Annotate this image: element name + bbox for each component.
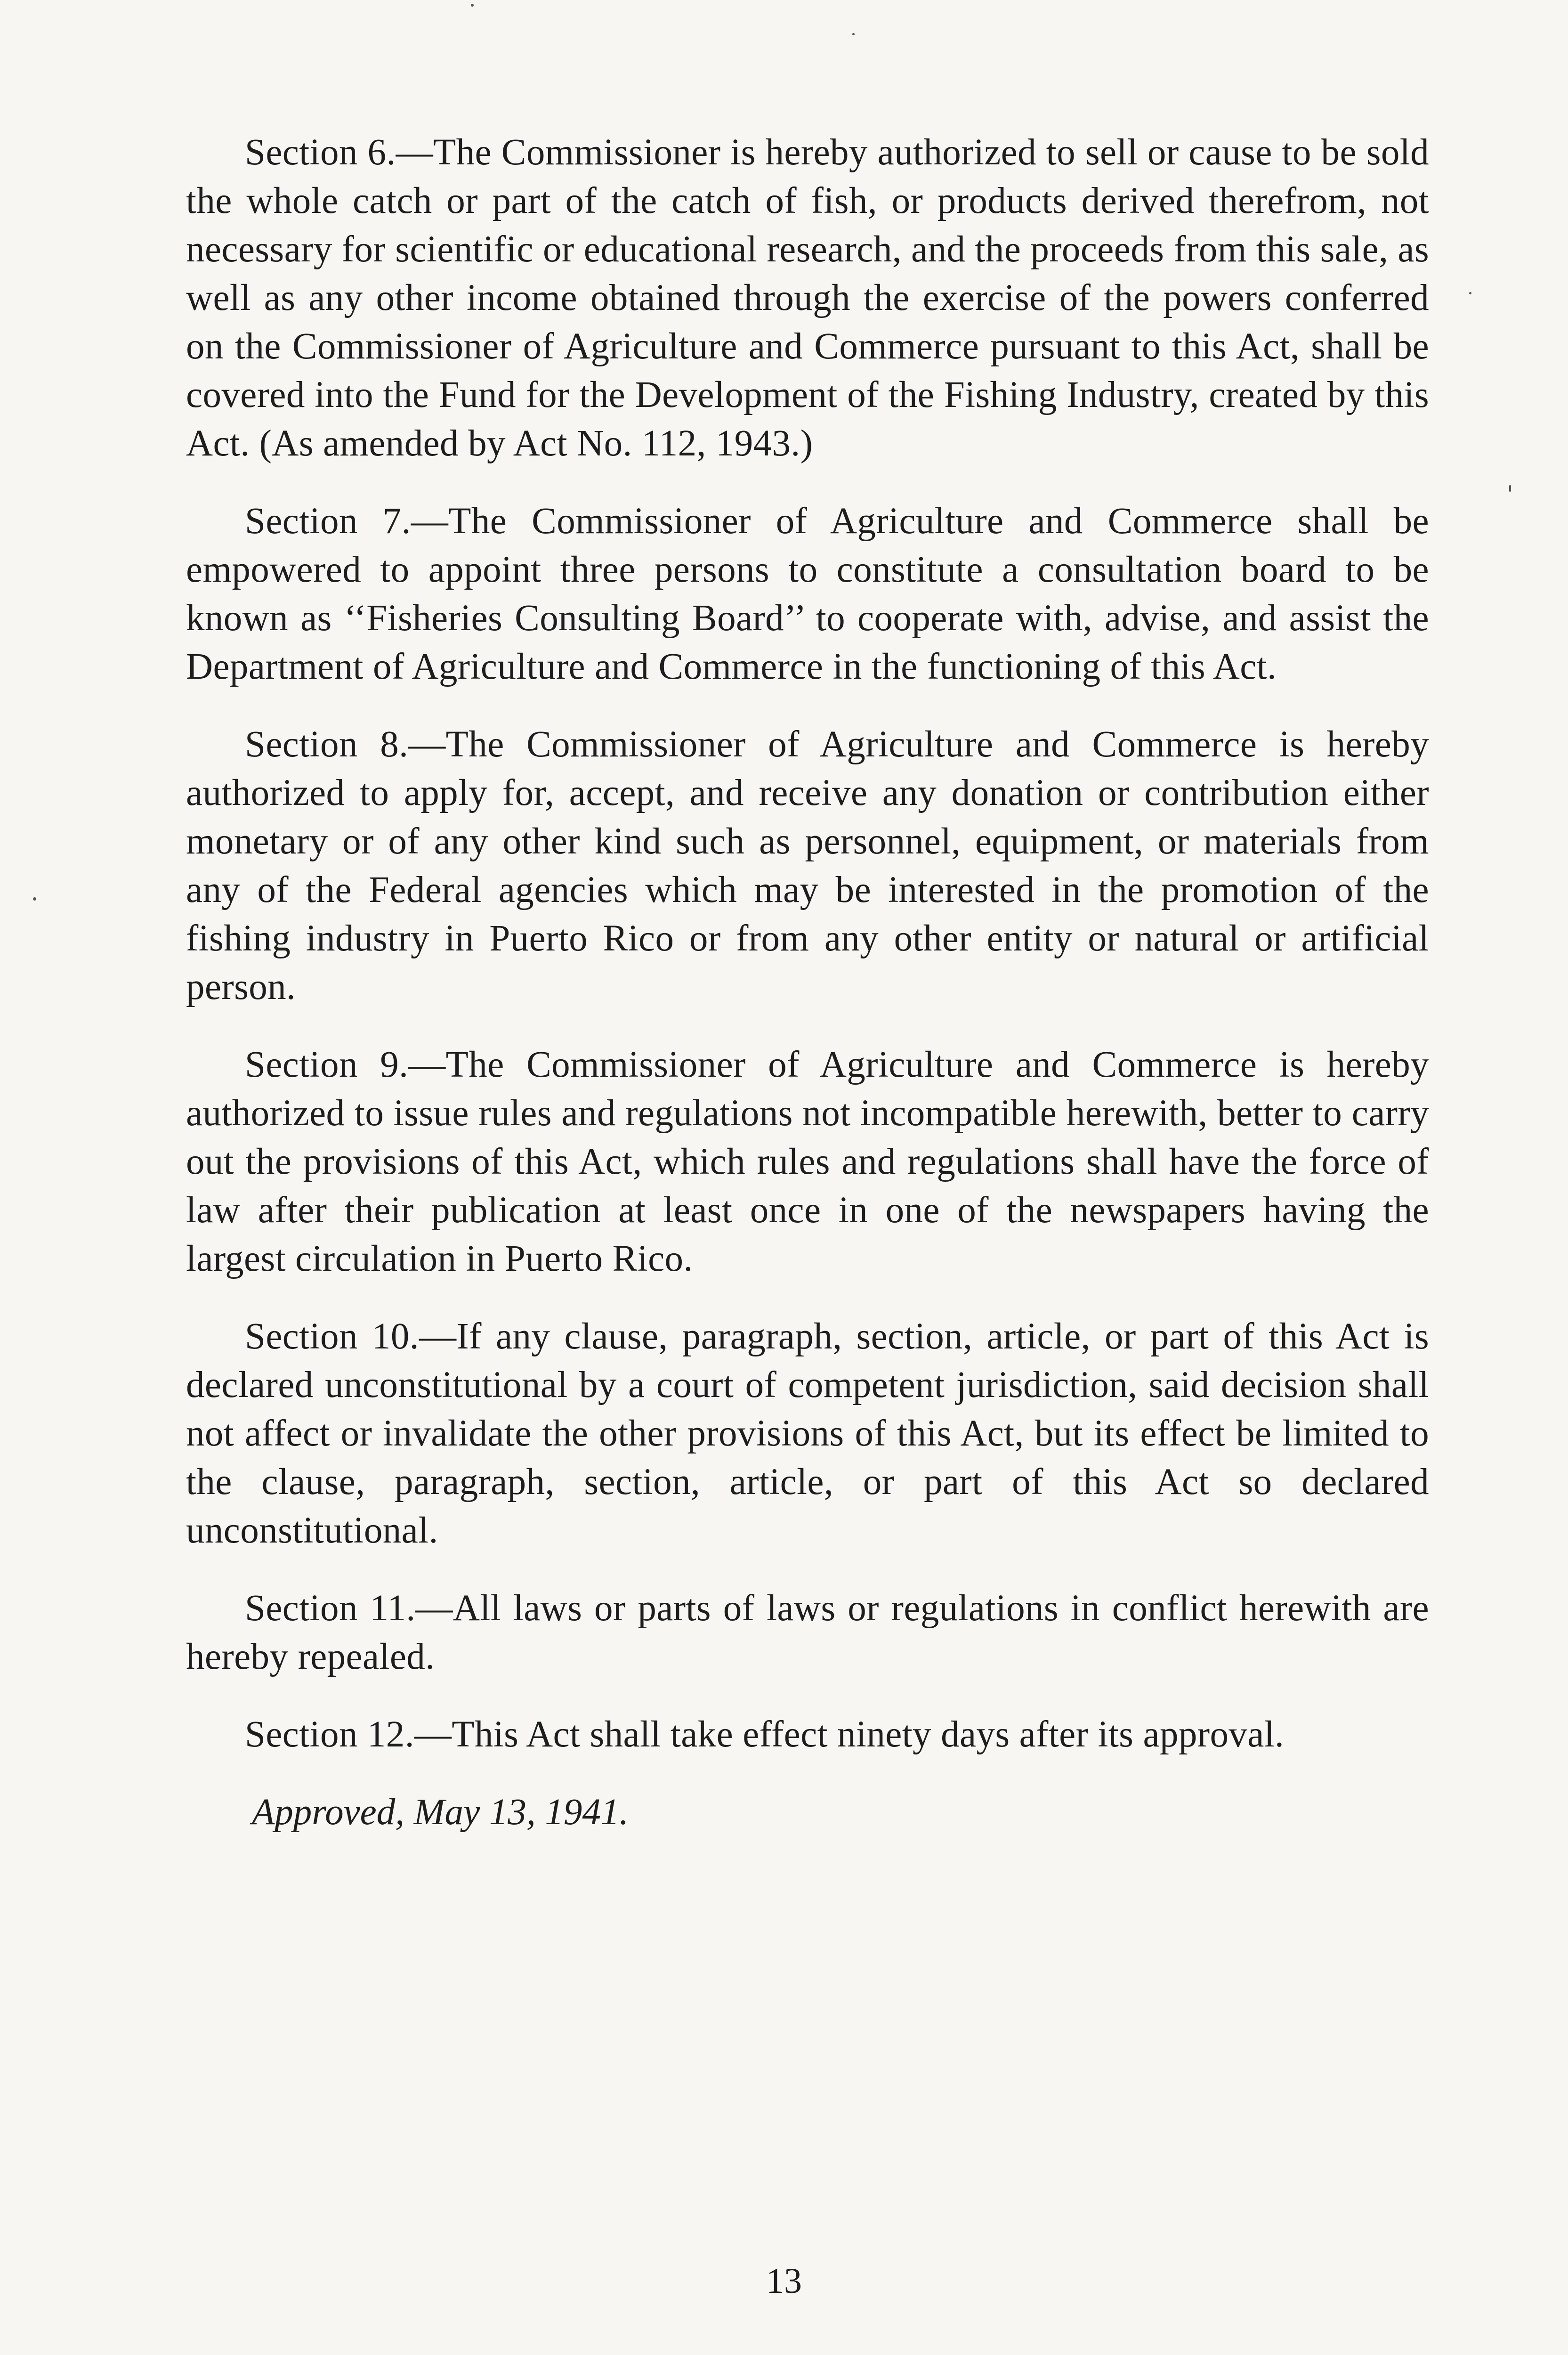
page-number: 13 [766,2261,802,2301]
paper-speck [852,33,855,35]
paper-speck [33,897,36,901]
paper-speck [1469,292,1471,294]
section-6-paragraph: Section 6.—The Commissioner is hereby authorized to sell or cause to be sold the whole catch or part of the catch of fish, or products derived therefrom, not necessary for scientific or educational research, and the proceeds from this sale, as well as any other income obtained through the exercise of the powers conferred on the Commissioner of Agriculture and Commerce pursuant to this Act, shall be covered into the Fund for the Development of the Fishing Industry, created by this Act. (As amended by Act No. 112, 1943.) [186,132,1429,464]
section-11-paragraph: Section 11.—All laws or parts of laws or regulations in conflict herewith are hereby repealed. [186,1588,1429,1677]
section-9-paragraph: Section 9.—The Commissioner of Agriculture and Commerce is hereby authorized to issue rules and regulations not incompatible herewith, better to carry out the provisions of this Act, which rules and regulations shall have the force of law after their publication at least once in one of the newspapers having the largest circulation in Puerto Rico. [186,1044,1429,1279]
paper-speck [1509,485,1511,492]
section-8-paragraph: Section 8.—The Commissioner of Agriculture and Commerce is hereby authorized to apply for, accept, and receive any donation or contribution either monetary or of any other kind such as personnel, equipment, or materials from any of the Federal agencies which may be interested in the promotion of the fishing industry in Puerto Rico or from any other entity or natural or artificial person. [186,724,1429,1007]
approval-date: Approved, May 13, 1941. [252,1792,629,1833]
paper-speck [471,4,474,7]
section-7-paragraph: Section 7.—The Commissioner of Agriculture and Commerce shall be empowered to appoint three persons to constitute a consultation board to be known as ‘‘Fisheries Consulting Board’’ to cooperate with, advise, and assist the Department of Agriculture and Commerce in the functioning of this Act. [186,501,1429,687]
section-12-paragraph: Section 12.—This Act shall take effect ninety days after its approval. [245,1714,1285,1755]
section-10-paragraph: Section 10.—If any clause, paragraph, section, article, or part of this Act is declared unconstitutional by a court of competent jurisdiction, said decision shall not affect or invalidate the other provisions of this Act, but its effect be limited to the clause, paragraph, section, article, or part of this Act so declared unconstitutional. [186,1316,1429,1551]
document-body [186,128,1429,1836]
